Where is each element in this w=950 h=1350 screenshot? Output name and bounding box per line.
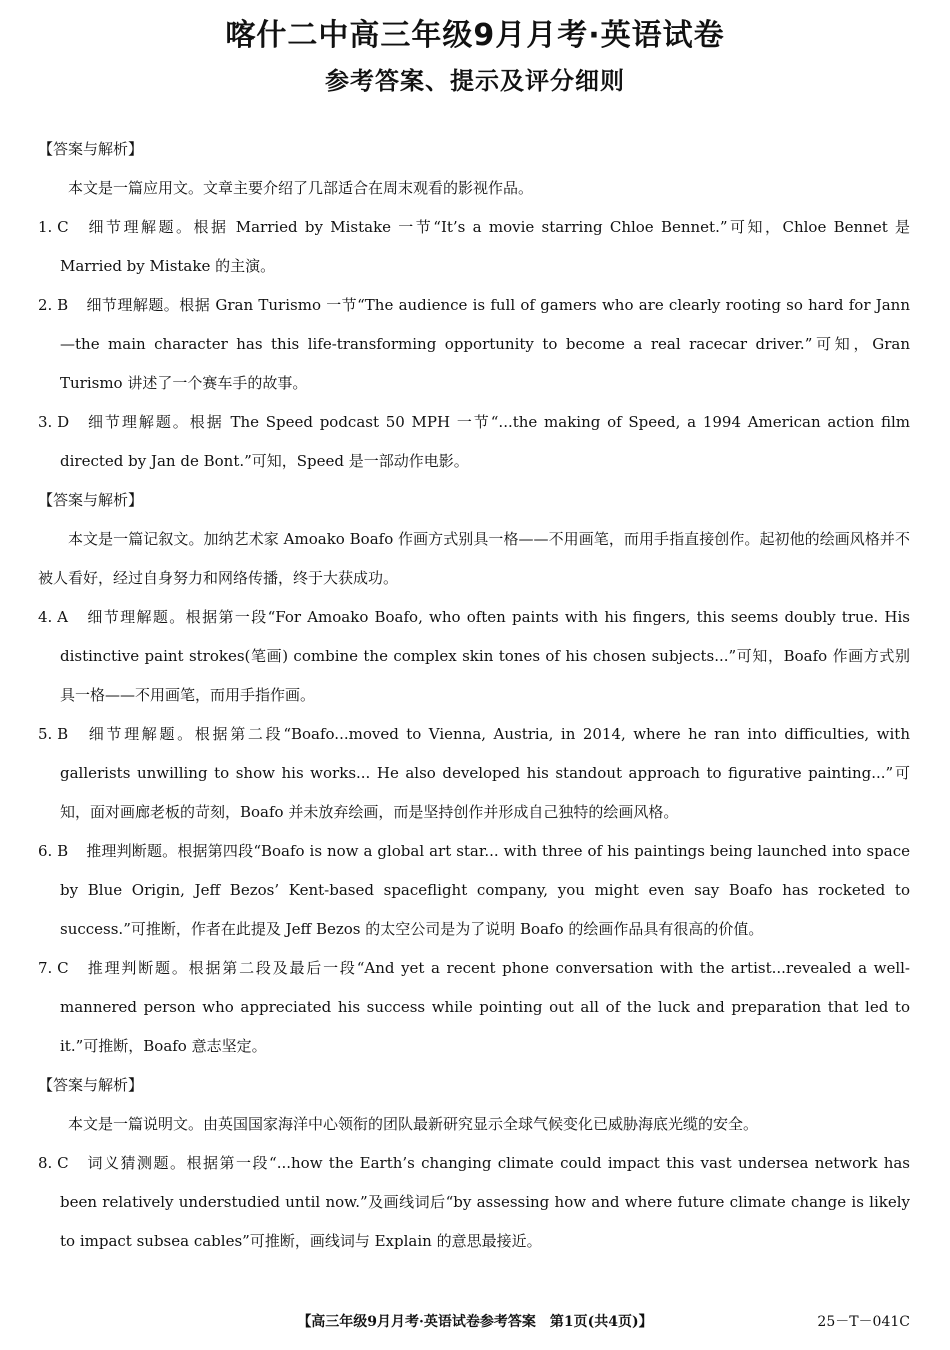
section-intro: 本文是一篇说明文。由英国国家海洋中心领衔的团队最新研究显示全球气候变化已威胁海底光缆的安全。 [68,1115,759,1133]
answer-item [38,403,910,481]
footer-exam-code: 25－T－041C [817,1314,910,1330]
answer-text: 词义猜测题。根据第一段“...how the Earth’s changing climate could impact this vast undersea network has been relatively understudied until now.”及画线词后“by assessing how and where future climate change is likely to impact subsea cables”可推断，画线词与 Explain 的意思最接近。 [60,1154,910,1250]
answer-label: 1. C [38,218,69,236]
answer-item [38,1144,910,1261]
answer-item [38,286,910,403]
answer-label: 6. B [38,842,69,860]
answer-item [38,832,910,949]
section-intro: 本文是一篇应用文。文章主要介绍了几部适合在周末观看的影视作品。 [68,179,534,197]
answer-text: 细节理解题。根据第一段“For Amoako Boafo, who often paints with his fingers, this seems doubly true. His distinctive paint strokes(笔画) combine the complex skin tones of his chosen subjects...”可知，Boafo 作画方式别具一格——不用画笔，而用手指作画。 [60,608,910,704]
footer-page-info: 【高三年级9月月考·英语试卷参考答案 第1页(共4页)】 [297,1314,653,1330]
answer-item [38,949,910,1066]
answer-item [38,208,910,286]
answer-label: 5. B [38,725,69,743]
section-intro: 本文是一篇记叙文。加纳艺术家 Amoako Boafo 作画方式别具一格——不用画笔，而用手指直接创作。起初他的绘画风格并不被人看好，经过自身努力和网络传播，终于大获成功。 [38,530,910,587]
answer-label: 8. C [38,1154,69,1172]
answer-text: 细节理解题。根据 Married by Mistake 一节“It’s a movie starring Chloe Bennet.”可知，Chloe Bennet 是 Married by Mistake 的主演。 [60,218,910,275]
section-heading: 【答案与解析】 [38,140,144,158]
answer-label: 2. B [38,296,69,314]
answer-text: 推理判断题。根据第二段及最后一段“And yet a recent phone conversation with the artist...revealed a well-mannered person who appreciated his success while pointing out all of the luck and preparation that led to it.”可推断，Boafo 意志坚定。 [60,959,910,1055]
answer-item [38,598,910,715]
section-heading: 【答案与解析】 [38,1076,144,1094]
answer-label: 4. A [38,608,68,626]
answer-content [38,130,910,1261]
page-title: 喀什二中高三年级9月月考·英语试卷 [225,18,725,53]
answer-text: 细节理解题。根据第二段“Boafo...moved to Vienna, Austria, in 2014, where he ran into difficulties, with gallerists unwilling to show his works... He also developed his standout approach to figurative painting...”可知，面对画廊老板的苛刻，Boafo 并未放弃绘画，而是坚持创作并形成自己独特的绘画风格。 [60,725,910,821]
answer-label: 7. C [38,959,69,977]
answer-text: 细节理解题。根据 Gran Turismo 一节“The audience is full of gamers who are clearly rooting so hard for Jann—the main character has this life-transforming opportunity to become a real racecar driver.”可知，Gran Turismo 讲述了一个赛车手的故事。 [60,296,910,392]
answer-text: 细节理解题。根据 The Speed podcast 50 MPH 一节“...the making of Speed, a 1994 American action film directed by Jan de Bont.”可知，Speed 是一部动作电影。 [60,413,910,470]
answer-text: 推理判断题。根据第四段“Boafo is now a global art star... with three of his paintings being launched into space by Blue Origin, Jeff Bezos’ Kent-based spaceflight company, you might even say Boafo has rocketed to success.”可推断，作者在此提及 Jeff Bezos 的太空公司是为了说明 Boafo 的绘画作品具有很高的价值。 [60,842,910,938]
page-subtitle: 参考答案、提示及评分细则 [325,67,625,95]
answer-item [38,715,910,832]
answer-label: 3. D [38,413,70,431]
page-footer [0,1305,950,1335]
section-heading: 【答案与解析】 [38,491,144,509]
